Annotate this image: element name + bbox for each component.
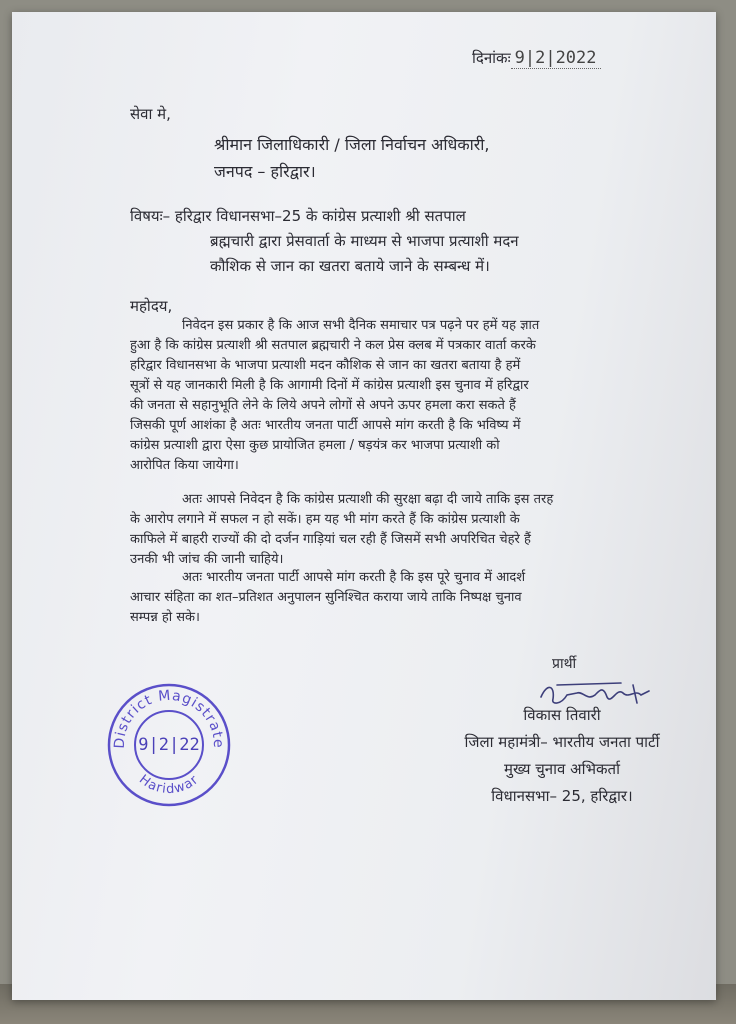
- stamp-top-text: District Magistrate: [111, 687, 227, 749]
- paragraph-line: काफिले में बाहरी राज्यों की दो दर्जन गाड़ियां चल रही हैं जिसमें सभी अपरिचित चेहरे हैं: [130, 532, 531, 547]
- paragraph-line: के आरोप लगाने में सफल न हो सकें। हम यह भी मांग करते हैं कि कांग्रेस प्रत्याशी के: [130, 512, 520, 527]
- paragraph-2: [130, 490, 696, 570]
- paragraph-line: अतः आपसे निवेदन है कि कांग्रेस प्रत्याशी की सुरक्षा बढ़ा दी जाये ताकि इस तरह: [182, 492, 554, 507]
- sender-title: जिला महामंत्री– भारतीय जनता पार्टी: [464, 733, 660, 751]
- paragraph-line: अतः भारतीय जनता पार्टी आपसे मांग करती है कि इस पूरे चुनाव में आदर्श: [182, 570, 526, 585]
- sender-role: मुख्य चुनाव अभिकर्ता: [504, 760, 620, 778]
- subject-line: कौशिक से जान का खतरा बताये जाने के सम्बन्ध में।: [210, 257, 490, 275]
- paragraph-line: जिसकी पूर्ण आशंका है अतः भारतीय जनता पार्टी आपसे मांग करती है कि भविष्य में: [130, 418, 521, 433]
- recipient-line-1: श्रीमान जिलाधिकारी / जिला निर्वाचन अधिकारी,: [214, 135, 490, 154]
- sender-block: [412, 662, 712, 810]
- paragraph-line: कांग्रेस प्रत्याशी द्वारा ऐसा कुछ प्रायोजित हमला / षड़यंत्र कर भाजपा प्रत्याशी को: [130, 438, 500, 453]
- salutation: सेवा मे,: [130, 105, 171, 123]
- sender-constituency: विधानसभा– 25, हरिद्वार।: [491, 787, 633, 805]
- subject-block: [130, 204, 690, 279]
- paragraph-line: सम्पन्न हो सके।: [130, 610, 200, 625]
- signoff: प्रार्थी: [552, 656, 577, 672]
- paragraph-line: उनकी भी जांच की जानी चाहिये।: [130, 552, 284, 567]
- stamp-bottom-text: Haridwar: [136, 772, 202, 798]
- paragraph-line: की जनता से सहानुभूति लेने के लिये अपने लोगों से अपने ऊपर हमला करा सकते हैं: [130, 398, 516, 413]
- subject-line: विषयः– हरिद्वार विधानसभा–25 के कांग्रेस प्रत्याशी श्री सतपाल: [130, 207, 466, 225]
- paragraph-line: हुआ है कि कांग्रेस प्रत्याशी श्री सतपाल ब्रह्मचारी ने कल प्रेस क्लब में पत्रकार वार्ता करके: [130, 338, 536, 353]
- subject-line: ब्रह्मचारी द्वारा प्रेसवार्ता के माध्यम से भाजपा प्रत्याशी मदन: [210, 232, 519, 250]
- district-magistrate-stamp: [104, 680, 234, 810]
- greeting: महोदय,: [130, 297, 173, 315]
- paragraph-line: हरिद्वार विधानसभा के भाजपा प्रत्याशी मदन कौशिक से जान का खतरा बताया है हमें: [130, 358, 521, 373]
- stamp-date: 9|2|22: [138, 735, 200, 755]
- paragraph-line: निवेदन इस प्रकार है कि आज सभी दैनिक समाचार पत्र पढ़ने पर हमें यह ज्ञात: [182, 318, 540, 333]
- svg-text:Haridwar: [136, 772, 202, 797]
- date-label: दिनांकः: [472, 49, 511, 67]
- paragraph-line: आरोपित किया जायेगा।: [130, 458, 239, 473]
- paragraph-line: आचार संहिता का शत–प्रतिशत अनुपालन सुनिश्चित कराया जाये ताकि निष्पक्ष चुनाव: [130, 590, 522, 605]
- date-value: 9|2|2022: [511, 48, 601, 69]
- paragraph-3: [130, 568, 696, 628]
- letter-page: [12, 12, 716, 1000]
- recipient-line-2: जनपद – हरिद्वार।: [214, 162, 316, 181]
- date-line: [472, 48, 601, 68]
- paragraph-1: [130, 316, 696, 476]
- paragraph-line: सूत्रों से यह जानकारी मिली है कि आगामी दिनों में कांग्रेस प्रत्याशी इस चुनाव में हरिद्वार: [130, 378, 529, 393]
- sender-name: विकास तिवारी: [523, 706, 601, 724]
